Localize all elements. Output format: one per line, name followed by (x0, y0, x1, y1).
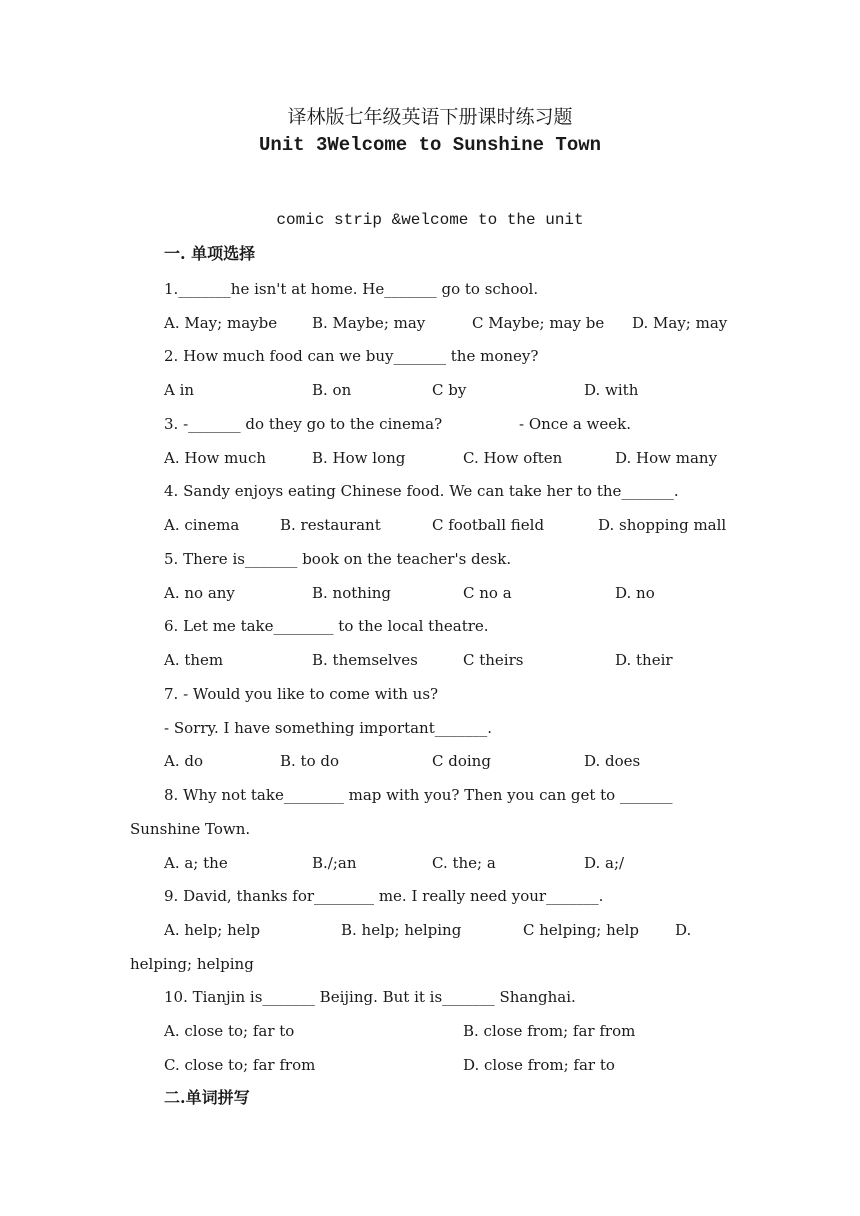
question-stem: 10. Tianjin is_______ Beijing. But it is_______ Shanghai. (164, 988, 576, 1006)
question-stem: 9. David, thanks for________ me. I really need your_______. (164, 887, 604, 905)
option-b: B. themselves (312, 651, 418, 669)
option-c: C Maybe; may be (472, 314, 605, 332)
option-d: D. with (584, 381, 639, 399)
option-a: A. How much (164, 449, 267, 467)
option-d: D. May; may (632, 314, 728, 332)
option-b: B. How long (312, 449, 406, 467)
option-d: D. no (615, 584, 655, 602)
question-stem: 8. Why not take________ map with you? Then you can get to _______ (164, 786, 673, 804)
option-b: B. close from; far from (463, 1022, 636, 1040)
question-stem: 3. -_______ do they go to the cinema? (164, 415, 443, 433)
option-c: C helping; help (523, 921, 640, 939)
option-a: A. no any (164, 584, 235, 602)
option-b: B. help; helping (341, 921, 462, 939)
option-b: B. on (312, 381, 352, 399)
option-c: C no a (463, 584, 512, 602)
option-d: D. (675, 921, 692, 939)
option-a: A. help; help (164, 921, 261, 939)
option-a: A in (164, 381, 195, 399)
question-answer-line: - Once a week. (519, 415, 632, 433)
option-d: D. their (615, 651, 673, 669)
option-c: C by (432, 381, 467, 399)
section-heading-multiple-choice: 一. 单项选择 (164, 244, 256, 263)
option-c: C. close to; far from (164, 1056, 316, 1074)
question-stem: 1._______he isn't at home. He_______ go to school. (164, 280, 539, 298)
option-c: C theirs (463, 651, 524, 669)
option-b: B. nothing (312, 584, 391, 602)
option-d: D. does (584, 752, 641, 770)
option-a: A. them (164, 651, 224, 669)
question-stem-continuation: Sunshine Town. (130, 820, 251, 838)
option-d: D. close from; far to (463, 1056, 615, 1074)
doc-title-unit: Unit 3Welcome to Sunshine Town (258, 134, 602, 156)
section-heading-spelling: 二.单词拼写 (164, 1088, 250, 1107)
option-a: A. do (164, 752, 204, 770)
question-answer-line: - Sorry. I have something important_______. (164, 719, 493, 737)
option-a: A. a; the (164, 854, 228, 872)
option-c: C. How often (463, 449, 563, 467)
option-b: B. Maybe; may (312, 314, 426, 332)
option-d: D. a;/ (584, 854, 625, 872)
option-b: B. restaurant (280, 516, 381, 534)
question-stem: 5. There is_______ book on the teacher's desk. (164, 550, 512, 568)
option-d: D. shopping mall (598, 516, 727, 534)
question-stem: 2. How much food can we buy_______ the money? (164, 347, 539, 365)
option-b: B./;an (312, 854, 357, 872)
doc-title-chinese: 译林版七年级英语下册课时练习题 (287, 106, 573, 128)
question-stem: 7. - Would you like to come with us? (164, 685, 439, 703)
lesson-subtitle: comic strip &welcome to the unit (276, 211, 584, 229)
option-c: C football field (432, 516, 545, 534)
option-a: A. close to; far to (164, 1022, 295, 1040)
option-c: C doing (432, 752, 491, 770)
option-a: A. May; maybe (164, 314, 278, 332)
option-d: D. How many (615, 449, 718, 467)
option-b: B. to do (280, 752, 340, 770)
option-a: A. cinema (164, 516, 240, 534)
option-d-continuation: helping; helping (130, 955, 254, 973)
question-stem: 4. Sandy enjoys eating Chinese food. We can take her to the_______. (164, 482, 679, 500)
question-stem: 6. Let me take________ to the local theatre. (164, 617, 489, 635)
option-c: C. the; a (432, 854, 496, 872)
